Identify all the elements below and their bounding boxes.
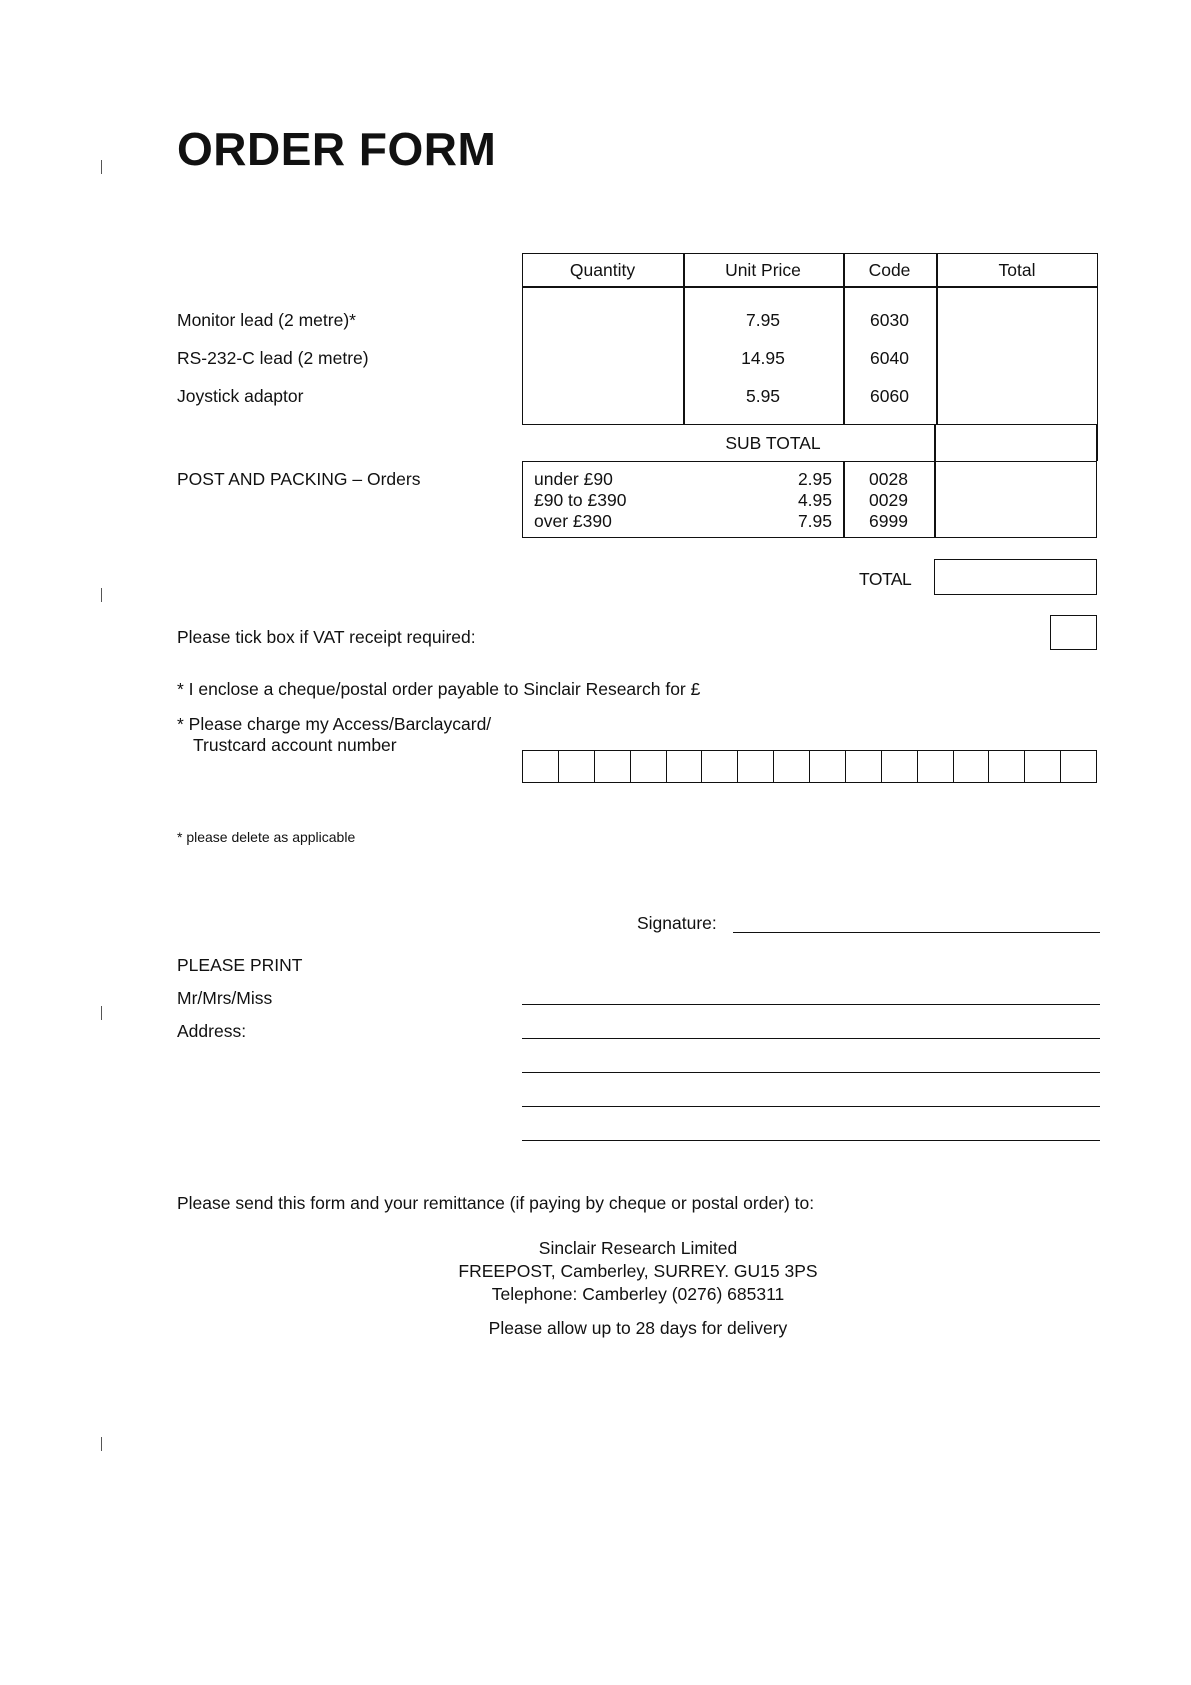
postage-price-under-90: 2.95 xyxy=(797,469,832,489)
subtotal-field[interactable] xyxy=(936,427,1096,459)
address-field-line2[interactable] xyxy=(522,1050,1100,1073)
charge-text-line1: * Please charge my Access/Barclaycard/ xyxy=(177,714,492,734)
postage-price-over-390: 7.95 xyxy=(797,511,832,531)
subtotal-edge xyxy=(1096,425,1098,461)
address-field-line4[interactable] xyxy=(522,1118,1100,1141)
company-address: FREEPOST, Camberley, SURREY. GU15 3PS xyxy=(458,1261,818,1281)
account-digit-box[interactable] xyxy=(810,751,846,782)
postage-code-90-390: 0029 xyxy=(869,490,908,510)
account-digit-box[interactable] xyxy=(595,751,631,782)
delivery-note: Please allow up to 28 days for delivery xyxy=(488,1318,788,1338)
code-joystick-adaptor: 6060 xyxy=(870,386,909,406)
subtotal-label: SUB TOTAL xyxy=(725,433,821,453)
delete-note: * please delete as applicable xyxy=(177,829,356,845)
postage-price-90-390: 4.95 xyxy=(797,490,832,510)
price-rs232-lead: 14.95 xyxy=(741,348,785,368)
account-digit-box[interactable] xyxy=(559,751,595,782)
binder-mark xyxy=(98,588,102,602)
account-digit-box[interactable] xyxy=(882,751,918,782)
code-monitor-lead: 6030 xyxy=(870,310,909,330)
binder-mark xyxy=(98,1437,102,1451)
item-label-monitor-lead: Monitor lead (2 metre)* xyxy=(177,310,356,330)
postage-range-90-390: £90 to £390 xyxy=(534,490,627,510)
code-rs232-lead: 6040 xyxy=(870,348,909,368)
item-label-joystick-adaptor: Joystick adaptor xyxy=(177,386,304,406)
header-code: Code xyxy=(868,260,911,280)
col-divider xyxy=(934,461,936,538)
price-monitor-lead: 7.95 xyxy=(745,310,781,330)
address-field-line1[interactable] xyxy=(522,1016,1100,1039)
page-title: ORDER FORM xyxy=(177,123,497,175)
name-field[interactable] xyxy=(522,982,1100,1005)
account-digit-box[interactable] xyxy=(523,751,559,782)
price-joystick-adaptor: 5.95 xyxy=(745,386,781,406)
address-label: Address: xyxy=(177,1021,247,1041)
company-name: Sinclair Research Limited xyxy=(538,1238,738,1258)
signature-label: Signature: xyxy=(637,913,717,933)
company-telephone: Telephone: Camberley (0276) 685311 xyxy=(491,1284,785,1304)
cheque-text: * I enclose a cheque/postal order payable to Sinclair Research for £ xyxy=(177,679,701,699)
postage-range-over-390: over £390 xyxy=(534,511,612,531)
account-digit-box[interactable] xyxy=(954,751,990,782)
account-digit-box[interactable] xyxy=(846,751,882,782)
account-number-field[interactable] xyxy=(522,750,1097,783)
account-digit-box[interactable] xyxy=(667,751,703,782)
binder-mark xyxy=(98,1006,102,1020)
total-field[interactable] xyxy=(934,559,1097,595)
name-label: Mr/Mrs/Miss xyxy=(177,988,273,1008)
postage-label: POST AND PACKING – Orders xyxy=(177,469,421,489)
binder-mark xyxy=(98,160,102,174)
postage-range-under-90: under £90 xyxy=(534,469,613,489)
address-field-line3[interactable] xyxy=(522,1084,1100,1107)
header-unit-price: Unit Price xyxy=(725,260,801,280)
header-total: Total xyxy=(998,260,1036,280)
account-digit-box[interactable] xyxy=(1025,751,1061,782)
send-instructions: Please send this form and your remittance (if paying by cheque or postal order) to: xyxy=(177,1193,815,1213)
account-digit-box[interactable] xyxy=(631,751,667,782)
account-digit-box[interactable] xyxy=(918,751,954,782)
account-digit-box[interactable] xyxy=(1061,751,1096,782)
account-digit-box[interactable] xyxy=(702,751,738,782)
header-quantity: Quantity xyxy=(569,260,636,280)
vat-label: Please tick box if VAT receipt required: xyxy=(177,627,476,647)
charge-text-line2: Trustcard account number xyxy=(193,735,397,755)
vat-checkbox[interactable] xyxy=(1050,615,1097,650)
postage-code-under-90: 0028 xyxy=(869,469,908,489)
account-digit-box[interactable] xyxy=(989,751,1025,782)
postage-code-over-390: 6999 xyxy=(869,511,908,531)
account-digit-box[interactable] xyxy=(774,751,810,782)
item-label-rs232-lead: RS-232-C lead (2 metre) xyxy=(177,348,369,368)
please-print-label: PLEASE PRINT xyxy=(177,955,303,975)
total-label: TOTAL xyxy=(859,569,912,589)
account-digit-box[interactable] xyxy=(738,751,774,782)
signature-field[interactable] xyxy=(733,910,1100,933)
header-divider xyxy=(522,286,1098,288)
